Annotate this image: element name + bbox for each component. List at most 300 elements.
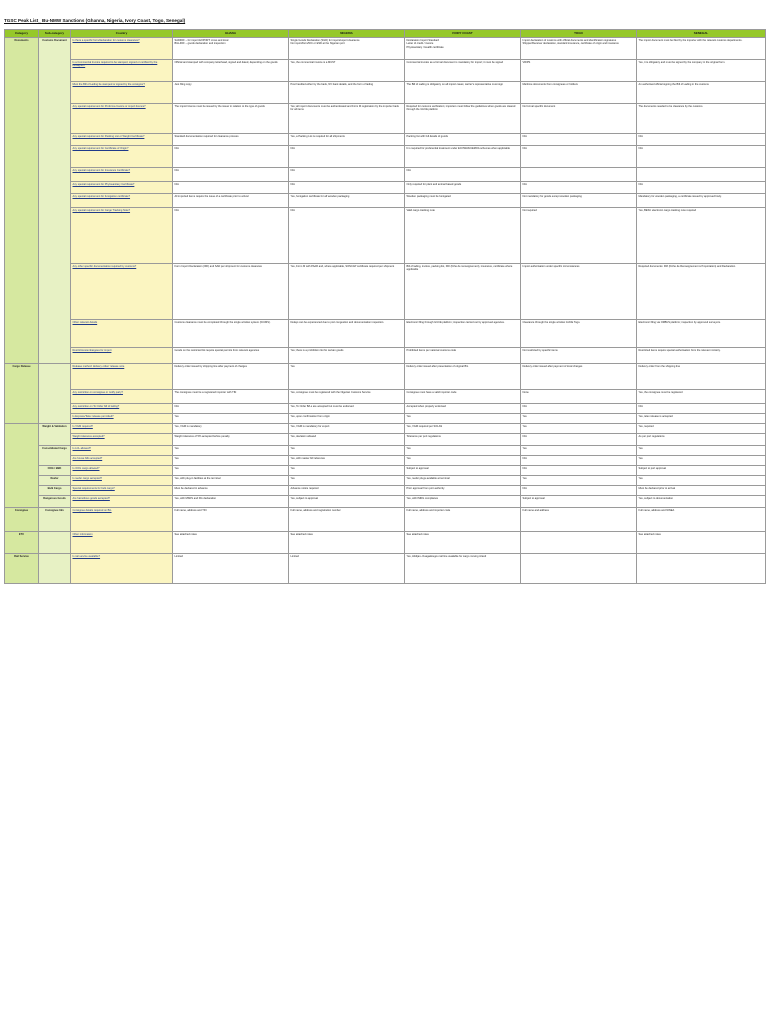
question-cell [71,194,173,208]
answer-cell [637,168,766,182]
question-cell [71,446,173,456]
answer-text: Subject to port approval [638,467,666,470]
answer-text: Yes, upon confirmation from origin [290,415,330,418]
answer-cell [521,194,637,208]
answer-text: N/A [522,467,527,470]
answer-text: Valid cargo tracking note [406,209,435,212]
answer-text: N/A [522,405,527,408]
answer-text: N/A [174,147,179,150]
answer-text: Yes, subject to documentation [638,497,674,500]
answer-cell [173,364,289,390]
column-header: Sub-category [39,30,71,38]
question-text[interactable]: Any restriction on To Order bill of lading? [72,405,120,408]
answer-cell [405,168,521,182]
question-text[interactable]: Is reefer cargo accepted? [72,477,102,480]
answer-cell [637,208,766,264]
subcategory-cell [39,532,71,554]
answer-cell [521,446,637,456]
question-text[interactable]: Is LCL allowed? [72,447,91,450]
answer-cell [521,146,637,168]
answer-cell [173,414,289,424]
answer-text: N/A [174,169,179,172]
answer-cell [521,456,637,466]
answer-cell [637,104,766,134]
question-text[interactable]: Any special requirement for Packing List or Weight Certificate? [72,135,145,138]
answer-text: Yes [290,477,295,480]
table-row [5,146,766,168]
table-row [5,486,766,496]
answer-cell [173,476,289,486]
answer-text: N/A [638,147,643,150]
answer-cell [405,104,521,134]
answer-text: See attached notes [638,533,661,536]
answer-text: Yes, with plug-in facilities at the terminal [174,477,221,480]
question-text[interactable]: Any special requirement for Certificate of Origin? [72,147,129,150]
answer-text: Only required for plant and animal based goods [406,183,462,186]
subcategory-cell: Weight & Validation [39,424,71,446]
table-row [5,508,766,532]
answer-text: The Bill of Lading is obligatory on all import cases; carrier's representative must sign [406,83,504,86]
question-cell [71,456,173,466]
answer-text: Yes, the consignee must be registered [638,391,683,394]
answer-text: Yes, To Order B/Ls are accepted but must be endorsed [290,405,354,408]
table-row [5,264,766,320]
answer-cell [289,424,405,434]
answer-text: Post handled either by the bank, NV bank details, and the form of lading [290,83,374,86]
answer-cell [637,446,766,456]
answer-text: Required for customs verification; importers must follow the guidelines when goods are cleared through the GUCE platform [406,105,516,112]
answer-text: Restricted items require special authorisation from the relevant ministry. [638,349,721,352]
question-text[interactable]: Is OOG cargo allowed? [72,467,100,470]
answer-cell [173,486,289,496]
column-header: Country [71,30,173,38]
answer-text: Prior approval from port authority [406,487,445,490]
answer-cell [637,390,766,404]
table-row [5,134,766,146]
table-row [5,104,766,134]
question-text[interactable]: Is there a specific form/declaration for customs clearance? [72,39,140,42]
answer-cell [289,434,405,446]
question-text[interactable]: Is VGM required? [72,425,93,428]
answer-cell [289,456,405,466]
answer-cell [637,434,766,446]
answer-cell [173,104,289,134]
answer-cell [521,348,637,364]
answer-cell [637,404,766,414]
answer-cell [289,390,405,404]
answer-text: Yes [174,447,179,450]
answer-text: The consignee must be a registered importer with TIN [174,391,237,394]
question-text[interactable]: Are hazardous goods accepted? [72,497,110,500]
table-row [5,446,766,456]
answer-text: Not mandatory for goods except wooden packaging [522,195,582,198]
question-text[interactable]: Is rail service available? [72,555,101,558]
answer-text: Single Goods Declaration (SGD) for import/export clearance No import/form/NIC or ESD at the Nigerian port [290,39,360,46]
answer-cell [521,134,637,146]
table-row [5,466,766,476]
answer-cell [173,424,289,434]
answer-cell [289,134,405,146]
column-header: GHANA [173,30,289,38]
question-cell [71,508,173,532]
answer-cell [289,404,405,414]
table-row [5,424,766,434]
answer-cell [405,414,521,424]
answer-cell [637,456,766,466]
question-text[interactable]: Other information [72,533,93,536]
answer-cell [637,348,766,364]
answer-text: N/A [290,169,295,172]
answer-text: Yes [406,447,411,450]
answer-text: Yes, consignee must be registered with the Nigerian Customs Service [290,391,371,394]
answer-cell [289,364,405,390]
answer-text: Limited [290,555,299,558]
answer-text: Advance notice required [290,487,319,490]
answer-cell [405,496,521,508]
answer-cell [173,404,289,414]
answer-text: N/A [174,405,179,408]
answer-cell [173,208,289,264]
answer-text: Yes [522,447,527,450]
question-cell [71,466,173,476]
answer-cell [405,194,521,208]
answer-cell [405,508,521,532]
answer-cell [405,264,521,320]
answer-cell [637,476,766,486]
answer-cell [173,496,289,508]
answer-cell [637,38,766,60]
answer-cell [289,38,405,60]
column-header: SENEGAL [637,30,766,38]
answer-cell [405,434,521,446]
answer-cell [637,60,766,82]
question-text[interactable]: Are house bills accepted? [72,457,103,460]
question-text[interactable]: Any special requirement for Cargo Tracking Note? [72,209,131,212]
table-row [5,208,766,264]
header-row [5,30,766,38]
answer-text: N/A [638,183,643,186]
answer-cell [173,508,289,532]
answer-cell [289,486,405,496]
answer-cell [289,466,405,476]
answer-text: None [522,391,529,394]
answer-cell [637,554,766,584]
answer-cell [289,60,405,82]
answer-text: N/A [290,147,295,150]
answer-text: Yes [290,365,295,368]
answer-text: Delivery order issued after presentation of original B/L [406,365,469,368]
answer-text: N/A [174,209,179,212]
answer-text: N/A [638,405,643,408]
answer-text: Yes, BESC electronic cargo tracking note required [638,209,697,212]
table-row [5,38,766,60]
question-text[interactable]: Restrictions/embargoes for import [72,349,112,352]
table-row [5,82,766,104]
question-cell [71,168,173,182]
answer-text: Required documents: FRI (Fiche de Renseignement à l'Importation) and Declaration. [638,265,736,268]
answer-text: Electronic filing via ORBUS platform; inspection by approved surveyors. [638,321,721,324]
answer-text: Delivery order issued after payment of local charges [522,365,583,368]
answer-cell [173,466,289,476]
answer-cell [521,486,637,496]
answer-text: N/A [174,183,179,186]
answer-cell [289,496,405,508]
answer-text: N/A [522,457,527,460]
answer-cell [521,434,637,446]
answer-text: Yes, a Packing List is required for all shipments [290,135,345,138]
answer-text: The documents needed to be clearance by the customs. [638,105,704,108]
question-cell [71,134,173,146]
answer-text: See attached notes [406,533,429,536]
answer-cell [521,182,637,194]
answer-cell [405,38,521,60]
answer-cell [521,390,637,404]
answer-cell [405,390,521,404]
question-text[interactable]: Must the Bill of Lading be stamped or signed by the consignor? [72,83,145,86]
answer-cell [521,476,637,486]
answer-cell [289,182,405,194]
answer-cell [405,466,521,476]
subcategory-cell: Consignee Info [39,508,71,532]
answer-text: N/A [638,135,643,138]
subcategory-cell: Bulk Cargo [39,486,71,496]
question-text[interactable]: Any special requirement for fumigation certificate? [72,195,131,198]
question-text[interactable]: Special requirements for bulk cargo? [72,487,115,490]
answer-cell [289,446,405,456]
answer-text: Subject to approval [406,467,429,470]
answer-text: Yes, with IMDG compliance [406,497,439,500]
answer-cell [289,82,405,104]
answer-cell [405,476,521,486]
answer-text: Yes, reefer plugs available at terminal [406,477,450,480]
answer-text: It is required for preferential treatment under ECOWAS/UEMOA schemes when applicable [406,147,510,150]
answer-text: Wooden packaging must be fumigated [406,195,451,198]
answer-text: Electronic filing through GUCE platform; inspection carried out by approved agencies. [406,321,505,324]
table-row [5,496,766,508]
question-text[interactable]: Is Express/Telex release permitted? [72,415,114,418]
question-text[interactable]: Any special requirement for Insurance Certificate? [72,169,131,172]
question-text[interactable]: Any special requirement for Phytosanitary Certificate? [72,183,135,186]
answer-cell [289,532,405,554]
answer-cell [173,60,289,82]
answer-text: See attached notes [174,533,197,536]
answer-cell [405,320,521,348]
question-cell [71,208,173,264]
answer-text: See attached notes [290,533,313,536]
answer-cell [405,424,521,434]
answer-text: Yes [522,425,527,428]
question-text[interactable]: Any restriction on consignee or notify party? [72,391,123,394]
answer-cell [405,60,521,82]
answer-cell [405,532,521,554]
answer-cell [521,496,637,508]
answer-cell [173,554,289,584]
table-row [5,168,766,182]
question-cell [71,414,173,424]
question-cell [71,390,173,404]
answer-cell [405,486,521,496]
table-row [5,456,766,466]
question-text[interactable]: Consignee details required on B/L [72,509,112,512]
subcategory-cell: Dangerous Goods [39,496,71,508]
answer-text: Yes, the commercial invoice is a MUST [290,61,336,64]
answer-text: Yes [638,477,643,480]
answer-text: N/A [406,169,411,172]
answer-text: Bill of lading, invoice, packing list, FDI (fiche de renseignement), insurance, certificate where applicable [406,265,513,272]
answer-cell [289,194,405,208]
answer-text: Yes, it is obligatory and must be signed by the company in the original form. [638,61,726,64]
answer-text: SAD/IDF – for import EXPORT: cross and local BILL/IDF – goods declaration and inspection [174,39,229,46]
question-text[interactable]: Release method: delivery order/ release note [72,365,125,368]
answer-text: Yes, with MSDS and DG declaration [174,497,217,500]
answer-text: N/A [522,147,527,150]
answer-text: Yes, VGM is mandatory for export [290,425,330,428]
answer-cell [405,182,521,194]
question-cell [71,38,173,60]
question-cell [71,364,173,390]
answer-text: Yes [174,415,179,418]
answer-text: Yes, with master bill reference [290,457,326,460]
subcategory-cell: Consolidated Cargo [39,446,71,466]
answer-text: N/A [522,435,527,438]
answer-cell [521,38,637,60]
question-cell [71,264,173,320]
answer-cell [173,434,289,446]
answer-cell [405,82,521,104]
answer-text: VRIPS [522,61,531,64]
answer-cell [289,104,405,134]
answer-text: Tolerance per port regulations [406,435,441,438]
answer-text: Maritime documents from consignees or holders [522,83,578,86]
answer-cell [289,264,405,320]
answer-text: Yes, VGM is mandatory [174,425,202,428]
answer-cell [637,486,766,496]
table-row [5,60,766,82]
table-row [5,320,766,348]
answer-text: Full name, address and TIN [174,509,207,512]
question-cell [71,424,173,434]
answer-cell [637,532,766,554]
answer-text: Yes, subject to approval [290,497,318,500]
answer-cell [289,168,405,182]
answer-text: Customs clearance must be completed through the single window system (ICUMS). [174,321,271,324]
answer-text: Yes, fumigation certificate for all wooden packaging [290,195,350,198]
answer-cell [173,38,289,60]
question-text[interactable]: Other relevant details [72,321,98,324]
answer-cell [173,532,289,554]
answer-text: Delivery order issued by shipping line after payment of charges [174,365,247,368]
answer-text: Prohibited items per national customs code [406,349,457,352]
question-cell [71,348,173,364]
answer-text: Yes, deviation allowed [290,435,317,438]
answer-text: Goods on the restricted list require special permits from relevant agencies [174,349,260,352]
answer-text: Yes [522,477,527,480]
answer-cell [289,320,405,348]
answer-cell [289,146,405,168]
answer-text: Yes [638,457,643,460]
table-row [5,434,766,446]
answer-text: Packing list with full details of goods [406,135,448,138]
table-row [5,414,766,424]
answer-cell [289,414,405,424]
answer-text: Yes [406,415,411,418]
answer-cell [637,466,766,476]
table-row [5,476,766,486]
answer-text: Déclaration Import Standard Letter of credit / invoice Phytosanitary / Health certificate [406,39,444,49]
answer-cell [173,390,289,404]
subcategory-cell: Customs Document [39,38,71,364]
question-text[interactable]: Any special requirement for Proforma Invoice or import licence? [72,105,146,108]
category-cell [5,424,39,508]
answer-text: N/A [522,183,527,186]
answer-text: All imported items require the issue of a certificate prior to arrival [174,195,249,198]
category-cell: Documents [5,38,39,364]
answer-cell [521,414,637,424]
answer-cell [521,508,637,532]
question-text[interactable]: Weight tolerance accepted? [72,435,105,438]
answer-cell [405,446,521,456]
answer-text: Limited [174,555,183,558]
answer-cell [173,134,289,146]
question-text[interactable]: Is a Commercial Invoice required to be stamped, signed or certified by the consignor? [72,61,158,68]
answer-cell [637,194,766,208]
answer-text: Yes, required [638,425,654,428]
answer-text: No formal specific document [522,105,556,108]
answer-text: Accepted when properly endorsed [406,405,446,408]
answer-text: Yes, Form M with PAAR and, where applicable, SONCAP certificate required per shipment [290,265,395,268]
answer-text: Yes [406,457,411,460]
subcategory-cell: Reefer [39,476,71,486]
answer-cell [405,404,521,414]
answer-text: As per port regulations [638,435,665,438]
answer-text: Yes, Abidjan–Ouagadougou rail line available for cargo moving inland [406,555,487,558]
answer-cell [521,424,637,434]
answer-cell [637,496,766,508]
category-cell: Rail Service [5,554,39,584]
question-cell [71,60,173,82]
question-cell [71,496,173,508]
answer-cell [637,320,766,348]
answer-cell [521,208,637,264]
subcategory-cell [39,554,71,584]
answer-cell [637,264,766,320]
answer-cell [521,320,637,348]
column-header: Category [5,30,39,38]
answer-cell [521,364,637,390]
table-body [5,38,766,584]
answer-text: Yes [290,467,295,470]
answer-text: Yes; all import documents must be authenticated and Form M registration by the importer bank for all items [290,105,399,112]
question-text[interactable]: Any other specific documentation required by customs? [72,265,137,268]
answer-text: Consignee must have a valid importer code [406,391,457,394]
answer-cell [637,508,766,532]
answer-cell [637,364,766,390]
answer-cell [521,404,637,414]
answer-text: Yes [638,447,643,450]
answer-text: Weight tolerance of 5% accepted before penalty [174,435,230,438]
document-title: TGSC Peak List_ Bu-NMW Sanctions (Ghanna, Nigeria, Ivory Coast, Togo, Senegal) [4,18,186,23]
table-row [5,194,766,208]
table-row [5,532,766,554]
column-header: IVORY COAST [405,30,521,38]
table-row [5,182,766,194]
answer-cell [637,414,766,424]
question-cell [71,82,173,104]
question-cell [71,434,173,446]
answer-cell [637,134,766,146]
question-cell [71,486,173,496]
answer-text: Yes, VGM required per SOLAS [406,425,443,428]
